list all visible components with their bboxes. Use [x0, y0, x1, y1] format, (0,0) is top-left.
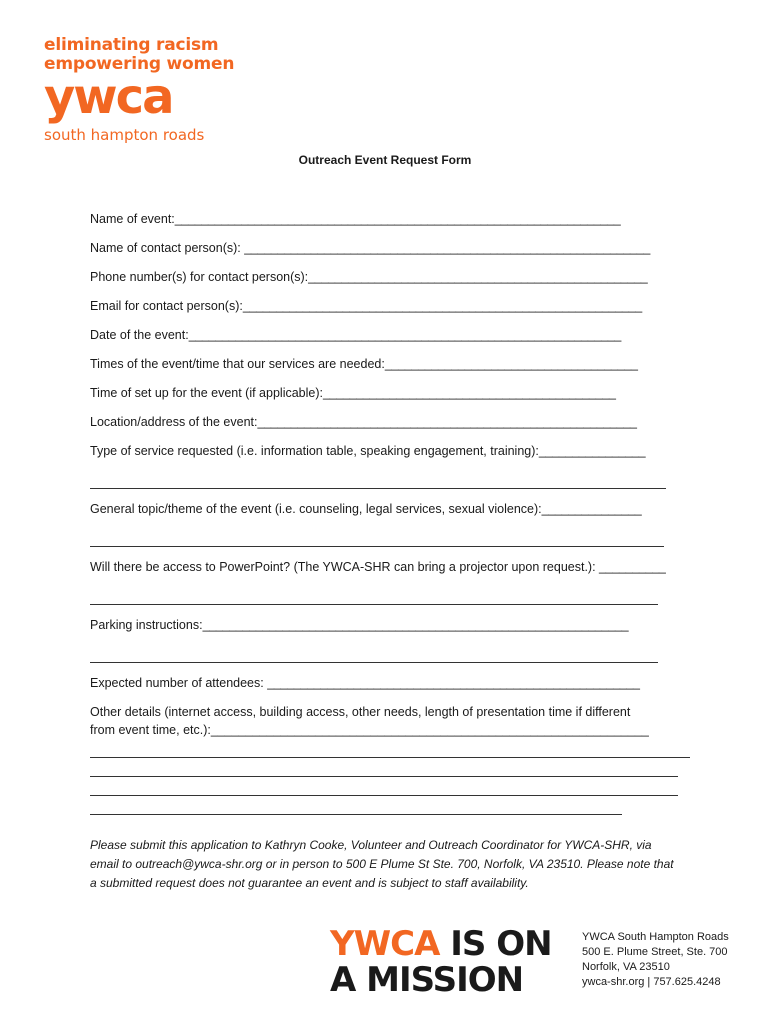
field-blank[interactable]: _______________________________________________________________: [210, 723, 649, 737]
field-blank[interactable]: ___________________________________________________: [308, 270, 648, 284]
footer-address: [582, 930, 729, 990]
field-contact-person[interactable]: [90, 239, 690, 268]
field-label: Times of the event/time that our services are needed:: [90, 357, 385, 371]
address-street: 500 E. Plume Street, Ste. 700: [582, 946, 728, 958]
continuation-line[interactable]: [90, 796, 622, 815]
field-label: Other details (internet access, building access, other needs, length of presentation time if different: [90, 705, 631, 719]
field-label: Name of contact person(s):: [90, 241, 245, 255]
field-setup-time[interactable]: [90, 384, 690, 413]
field-blank[interactable]: ___________________________________________________________________: [174, 212, 621, 226]
field-label: General topic/theme of the event (i.e. counseling, legal services, sexual violence):: [90, 502, 542, 516]
continuation-line[interactable]: [90, 777, 678, 796]
field-name-of-event[interactable]: [90, 210, 690, 239]
ywca-logo: [44, 36, 234, 144]
field-topic[interactable]: [90, 500, 690, 529]
field-blank[interactable]: ____________________________________________: [322, 386, 616, 400]
field-location[interactable]: [90, 413, 690, 442]
logo-location: south hampton roads: [44, 126, 205, 144]
request-form: [90, 210, 690, 815]
logo-tagline-2: empowering women: [44, 54, 235, 74]
continuation-line[interactable]: [90, 739, 690, 758]
field-blank[interactable]: ________________: [538, 444, 646, 458]
field-label: Type of service requested (i.e. information table, speaking engagement, training):: [90, 444, 539, 458]
address-web-phone[interactable]: ywca-shr.org | 757.625.4248: [582, 976, 721, 988]
field-blank[interactable]: ________________________________________________________________: [202, 618, 629, 632]
field-label: Parking instructions:: [90, 618, 203, 632]
logo-brand: ywca: [44, 69, 173, 125]
field-times[interactable]: [90, 355, 690, 384]
continuation-line[interactable]: [90, 645, 690, 674]
field-blank[interactable]: _______________: [541, 502, 642, 516]
field-blank[interactable]: ______________________________________: [384, 357, 638, 371]
form-title: Outreach Event Request Form: [298, 153, 472, 167]
field-date[interactable]: [90, 326, 690, 355]
continuation-line[interactable]: [90, 529, 690, 558]
continuation-line[interactable]: [90, 587, 690, 616]
field-service-type[interactable]: [90, 442, 690, 471]
field-blank[interactable]: ________________________________________________________: [267, 676, 640, 690]
mission-mission: MISSION: [366, 960, 524, 1000]
field-label: Name of event:: [90, 212, 175, 226]
address-org: YWCA South Hampton Roads: [582, 931, 729, 943]
field-label: Email for contact person(s):: [90, 299, 243, 313]
field-label: Location/address of the event:: [90, 415, 258, 429]
field-label: Time of set up for the event (if applicable):: [90, 386, 323, 400]
field-blank[interactable]: _____________________________________________________________: [244, 241, 651, 255]
logo-tagline-1: eliminating racism: [44, 35, 219, 55]
field-blank[interactable]: _________________________________________________________: [257, 415, 637, 429]
mission-is-on: IS ON: [439, 924, 552, 964]
field-blank[interactable]: _________________________________________________________________: [188, 328, 622, 342]
field-label: Date of the event:: [90, 328, 189, 342]
field-parking[interactable]: [90, 616, 690, 645]
continuation-line[interactable]: [90, 471, 690, 500]
continuation-line[interactable]: [90, 758, 678, 777]
field-phone[interactable]: [90, 268, 690, 297]
field-blank[interactable]: __________: [599, 560, 666, 574]
field-label: from event time, etc.):: [90, 723, 211, 737]
field-other-details[interactable]: [90, 703, 690, 815]
mission-a: A: [330, 960, 367, 1000]
mission-ywca: YWCA: [330, 924, 440, 964]
field-powerpoint[interactable]: [90, 558, 690, 587]
mission-logo: [330, 926, 552, 998]
address-city: Norfolk, VA 23510: [582, 961, 670, 973]
field-label: Phone number(s) for contact person(s):: [90, 270, 309, 284]
submission-note: Please submit this application to Kathryn Cooke, Volunteer and Outreach Coordinator for YWCA-SHR, via email to outreach@ywca-shr.org or in person to 500 E Plume St Ste. 700, Norfolk, VA 23510. Please note that a submitted request does not guarantee an event and is subject to staff availability.: [90, 838, 674, 890]
field-blank[interactable]: ____________________________________________________________: [242, 299, 642, 313]
field-email[interactable]: [90, 297, 690, 326]
field-label: Will there be access to PowerPoint? (The YWCA-SHR can bring a projector upon request.):: [90, 560, 600, 574]
field-label: Expected number of attendees:: [90, 676, 268, 690]
field-attendees[interactable]: [90, 674, 690, 703]
